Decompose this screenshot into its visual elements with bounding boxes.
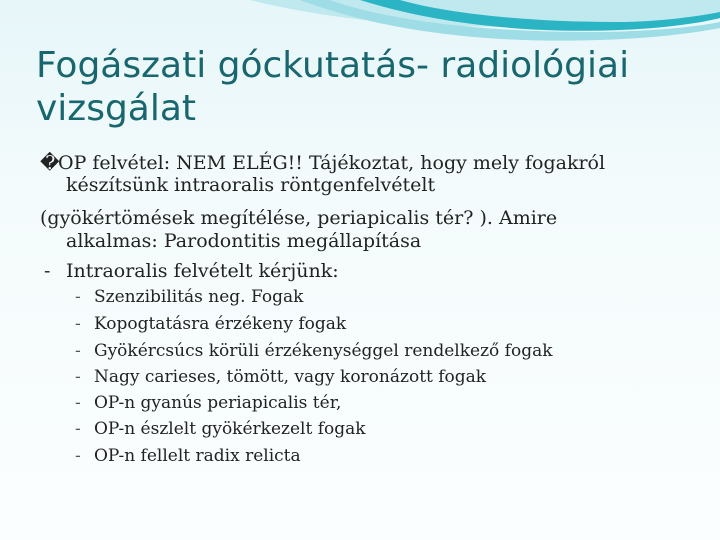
intro-line: Intraoralis felvételt kérjünk: bbox=[66, 260, 339, 282]
subitem-1: Szenzibilitás neg. Fogak bbox=[94, 287, 304, 307]
subitem-5: OP-n gyanús periapicalis tér, bbox=[94, 393, 342, 413]
title-line-1: Fogászati góckutatás- radiológiai bbox=[36, 45, 630, 86]
subitem-dash: - bbox=[75, 419, 81, 439]
title-line-2: vizsgálat bbox=[36, 88, 197, 129]
subitem-7: OP-n fellelt radix relicta bbox=[94, 446, 301, 466]
bullet-glyph: � bbox=[40, 152, 60, 174]
intro-dash: - bbox=[44, 260, 51, 282]
subitem-dash: - bbox=[75, 314, 81, 334]
para2-first-line: (gyökértömések megítélése, periapicalis tér? ). Amire bbox=[40, 207, 558, 229]
para1-first-line bbox=[40, 152, 605, 174]
para1-text: OP felvétel: NEM ELÉG!! Tájékoztat, hogy mely fogakról bbox=[58, 152, 606, 174]
subitem-4: Nagy carieses, tömött, vagy koronázott fogak bbox=[94, 367, 487, 387]
subitem-dash: - bbox=[75, 367, 81, 387]
subitem-3: Gyökércsúcs körüli érzékenységgel rendelkező fogak bbox=[94, 341, 553, 361]
para2-second-line: alkalmas: Parodontitis megállapítása bbox=[66, 230, 422, 252]
subitem-dash: - bbox=[75, 446, 81, 466]
subitem-6: OP-n észlelt gyökérkezelt fogak bbox=[94, 419, 366, 439]
para1-second-line: készítsünk intraoralis röntgenfelvételt bbox=[66, 174, 436, 196]
subitem-dash: - bbox=[75, 341, 81, 361]
subitem-dash: - bbox=[75, 287, 81, 307]
subitem-2: Kopogtatásra érzékeny fogak bbox=[94, 314, 347, 334]
subitem-dash: - bbox=[75, 393, 81, 413]
